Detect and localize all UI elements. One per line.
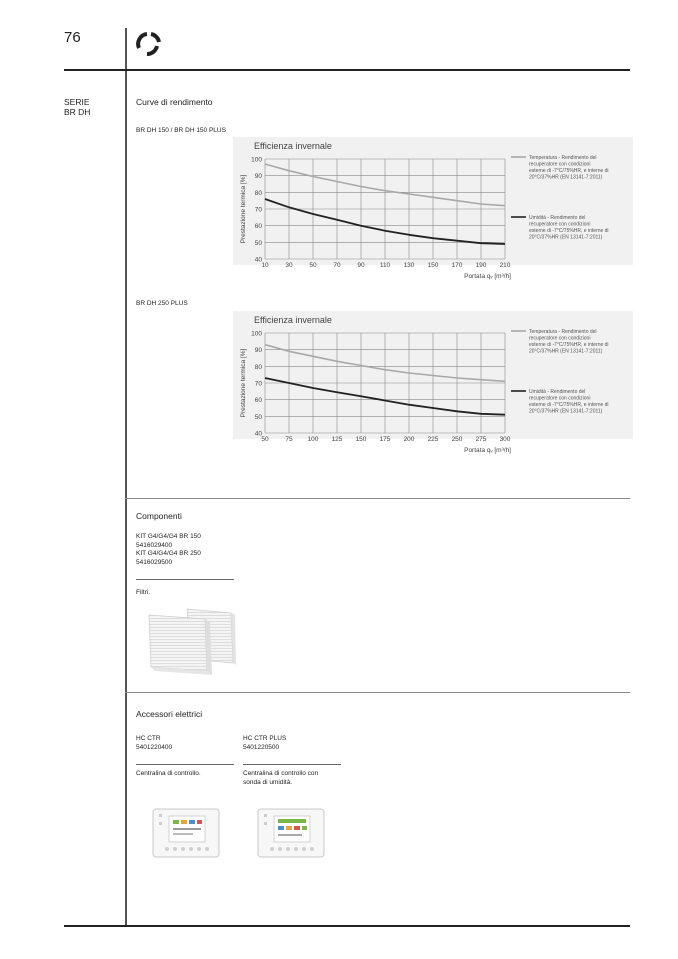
x-tick-label: 130 — [403, 262, 415, 269]
vertical-divider — [125, 28, 127, 926]
accessory-1-name: HC CTR — [136, 735, 161, 742]
chart-br-dh-250 — [233, 311, 633, 454]
x-tick-label: 30 — [285, 262, 293, 269]
kit-list — [136, 533, 201, 567]
accessory-2-desc — [243, 770, 318, 787]
series-line1: SERIE — [64, 97, 90, 107]
legend-text: esterne di -7°C/75%HR, e interne di — [529, 168, 609, 174]
hc-ctr-plus-controller-image — [256, 806, 326, 860]
x-tick-label: 50 — [261, 436, 269, 443]
y-tick-label: 40 — [254, 430, 262, 438]
series-label — [64, 97, 90, 117]
y-axis-label: Prestazione termica [%] — [240, 174, 247, 244]
legend-text: Temperatura - Rendimento del — [529, 155, 597, 161]
accessories-title: Accessori elettrici — [136, 709, 203, 719]
x-tick-label: 75 — [285, 436, 293, 443]
chart-title: Efficienza invernale — [254, 141, 332, 151]
accessory-2 — [243, 735, 286, 752]
y-tick-label: 100 — [251, 156, 262, 164]
legend-text: esterne di -7°C/75%HR, e interne di — [529, 342, 609, 348]
accessory-1-rule — [136, 764, 234, 765]
kit2-code: 5416029500 — [136, 558, 173, 566]
accessory-2-desc-line1: Centralina di controllo con — [243, 770, 319, 777]
y-axis-label: Prestazione termica [%] — [240, 348, 247, 418]
kit1-code: 5416029400 — [136, 541, 173, 549]
legend-text: Umidità - Rendimento del — [529, 215, 586, 221]
x-tick-label: 200 — [403, 436, 415, 443]
legend-text: Umidità - Rendimento del — [529, 389, 586, 395]
filters-desc: Filtri. — [136, 589, 151, 596]
accessory-2-rule — [243, 764, 341, 765]
model-150-label: BR DH 150 / BR DH 150 PLUS — [136, 127, 226, 134]
x-tick-label: 100 — [307, 436, 319, 443]
legend-text: Temperatura - Rendimento del — [529, 329, 597, 335]
x-tick-label: 110 — [379, 262, 391, 269]
legend-text: 20°C/37%HR (EN 13141-7:2011) — [529, 348, 603, 355]
y-tick-label: 90 — [254, 173, 262, 181]
legend-text: 20°C/37%HR (EN 13141-7:2011) — [529, 408, 603, 415]
x-axis-label: Portata qᵥ [m³/h] — [464, 273, 511, 280]
accessory-1 — [136, 735, 172, 752]
accessory-2-code: 5401220500 — [243, 743, 280, 751]
x-axis-label: Portata qᵥ [m³/h] — [464, 447, 511, 454]
y-tick-label: 80 — [254, 189, 262, 197]
x-tick-label: 10 — [261, 262, 269, 269]
x-tick-label: 190 — [475, 262, 487, 269]
accessory-1-desc: Centralina di controllo. — [136, 770, 201, 777]
legend-text: recuperatore con condizioni — [529, 395, 591, 402]
x-tick-label: 150 — [355, 436, 367, 443]
y-tick-label: 60 — [254, 397, 262, 405]
y-tick-label: 80 — [254, 363, 262, 371]
footer-rule — [64, 925, 630, 927]
legend-text: esterne di -7°C/75%HR, e interne di — [529, 402, 609, 408]
hc-ctr-controller-image — [151, 806, 221, 860]
legend-text: 20°C/37%HR (EN 13141-7:2011) — [529, 174, 603, 181]
accessory-2-desc-line2: sonda di umidità. — [243, 778, 293, 786]
x-tick-label: 50 — [309, 262, 317, 269]
kit2-name: KIT G4/G4/G4 BR 250 — [136, 550, 201, 557]
section-divider — [125, 498, 630, 499]
x-tick-label: 300 — [499, 436, 511, 443]
kit1-name: KIT G4/G4/G4 BR 150 — [136, 533, 201, 540]
y-tick-label: 60 — [254, 223, 262, 231]
legend-text: 20°C/37%HR (EN 13141-7:2011) — [529, 234, 603, 241]
x-tick-label: 125 — [331, 436, 343, 443]
y-tick-label: 90 — [254, 347, 262, 355]
x-tick-label: 175 — [379, 436, 391, 443]
y-tick-label: 50 — [254, 413, 262, 421]
chart-title: Efficienza invernale — [254, 315, 332, 325]
y-tick-label: 50 — [254, 239, 262, 247]
page-number: 76 — [64, 29, 81, 46]
accessory-1-code: 5401220400 — [136, 743, 173, 751]
x-tick-label: 170 — [451, 262, 463, 269]
x-tick-label: 70 — [333, 262, 341, 269]
brand-logo-icon — [133, 28, 163, 58]
x-tick-label: 275 — [475, 436, 487, 443]
y-tick-label: 40 — [254, 256, 262, 264]
accessory-2-name: HC CTR PLUS — [243, 735, 287, 742]
components-rule — [136, 579, 234, 580]
x-tick-label: 210 — [499, 262, 511, 269]
x-tick-label: 225 — [427, 436, 439, 443]
legend-text: recuperatore con condizioni — [529, 161, 591, 168]
filter-panels-image — [143, 605, 236, 677]
x-tick-label: 250 — [451, 436, 463, 443]
y-tick-label: 100 — [251, 330, 262, 338]
curves-title: Curve di rendimento — [136, 97, 213, 107]
x-tick-label: 90 — [357, 262, 365, 269]
legend-text: recuperatore con condizioni — [529, 335, 591, 342]
components-title: Componenti — [136, 511, 182, 521]
chart-br-dh-150 — [233, 137, 633, 280]
model-250-label: BR DH 250 PLUS — [136, 300, 188, 307]
legend-text: recuperatore con condizioni — [529, 221, 591, 228]
section-divider — [125, 692, 630, 693]
y-tick-label: 70 — [254, 380, 262, 388]
y-tick-label: 70 — [254, 206, 262, 214]
legend-text: esterne di -7°C/75%HR, e interne di — [529, 228, 609, 234]
x-tick-label: 150 — [427, 262, 439, 269]
header-rule — [64, 69, 630, 71]
series-line2: BR DH — [64, 107, 91, 117]
